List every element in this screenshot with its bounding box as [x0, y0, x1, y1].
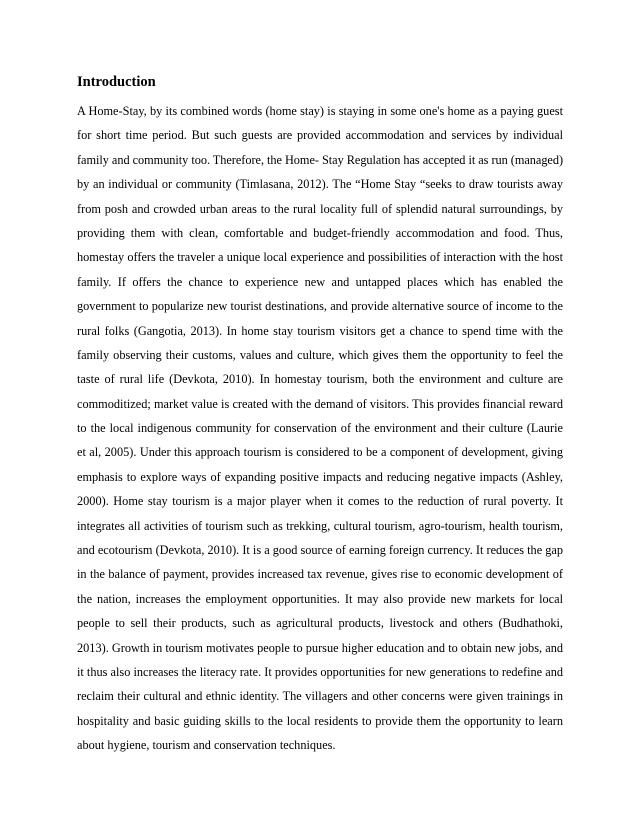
paragraph-line: hospitality and basic guiding skills to the local residents to provide them the opportunity to learn	[77, 713, 563, 728]
paragraph-line: family and community too. Therefore, the Home- Stay Regulation has accepted it as run (managed)	[77, 152, 564, 167]
paragraph-line: rural folks (Gangotia, 2013). In home stay tourism visitors get a chance to spend time with the	[77, 323, 563, 338]
paragraph-line: family observing their customs, values and culture, which gives them the opportunity to feel the	[77, 347, 563, 362]
paragraph-line: taste of rural life (Devkota, 2010). In homestay tourism, both the environment and culture are	[77, 372, 563, 387]
paragraph-line: the nation, increases the employment opportunities. It may also provide new markets for local	[77, 591, 563, 606]
paragraph-line: it thus also increases the literacy rate. It provides opportunities for new generations to redefine and	[77, 664, 563, 679]
paragraph-line: people to sell their products, such as agricultural products, livestock and others (Budhathoki,	[77, 616, 563, 631]
paragraph-line: to the local indigenous community for conservation of the environment and their culture (Laurie	[77, 421, 563, 436]
paragraph-line: et al, 2005). Under this approach tourism is considered to be a component of development, giving	[77, 445, 563, 460]
paragraph-line: providing them with clean, comfortable and budget-friendly accommodation and food. Thus,	[77, 225, 563, 240]
introduction-paragraph	[77, 99, 563, 758]
paragraph-line: A Home-Stay, by its combined words (home stay) is staying in some one's home as a paying guest	[77, 104, 563, 118]
paragraph-line: in the balance of payment, provides increased tax revenue, gives rise to economic development of	[77, 567, 563, 582]
paragraph-line: government to popularize new tourist destinations, and provide alternative source of income to the	[77, 299, 563, 314]
paragraph-line: by an individual or community (Timlasana, 2012). The “Home Stay “seeks to draw tourists away	[77, 177, 563, 192]
paragraph-line: 2000). Home stay tourism is a major player when it comes to the reduction of rural poverty. It	[77, 494, 563, 509]
paragraph-line: emphasis to explore ways of expanding positive impacts and reducing negative impacts (Ashley,	[77, 469, 563, 484]
paragraph-line: reclaim their cultural and ethnic identity. The villagers and other concerns were given trainings in	[77, 689, 563, 704]
section-heading: Introduction	[77, 74, 156, 90]
paragraph-line: from posh and crowded urban areas to the rural locality full of splendid natural surroundings, by	[77, 201, 563, 216]
paragraph-line: integrates all activities of tourism such as trekking, cultural tourism, agro-tourism, health tourism,	[77, 518, 563, 533]
paragraph-line: 2013). Growth in tourism motivates people to pursue higher education and to obtain new jobs, and	[77, 640, 563, 655]
paragraph-line: homestay offers the traveler a unique local experience and possibilities of interaction with the host	[77, 250, 563, 265]
paragraph-line: commoditized; market value is created with the demand of visitors. This provides financial reward	[77, 396, 563, 411]
paragraph-line: for short time period. But such guests are provided accommodation and services by individual	[77, 128, 563, 143]
paragraph-line: family. If offers the chance to experience new and untapped places which has enabled the	[77, 274, 563, 289]
paragraph-line: and ecotourism (Devkota, 2010). It is a good source of earning foreign currency. It reduces the gap	[77, 543, 563, 558]
paragraph-line: about hygiene, tourism and conservation techniques.	[77, 738, 336, 753]
